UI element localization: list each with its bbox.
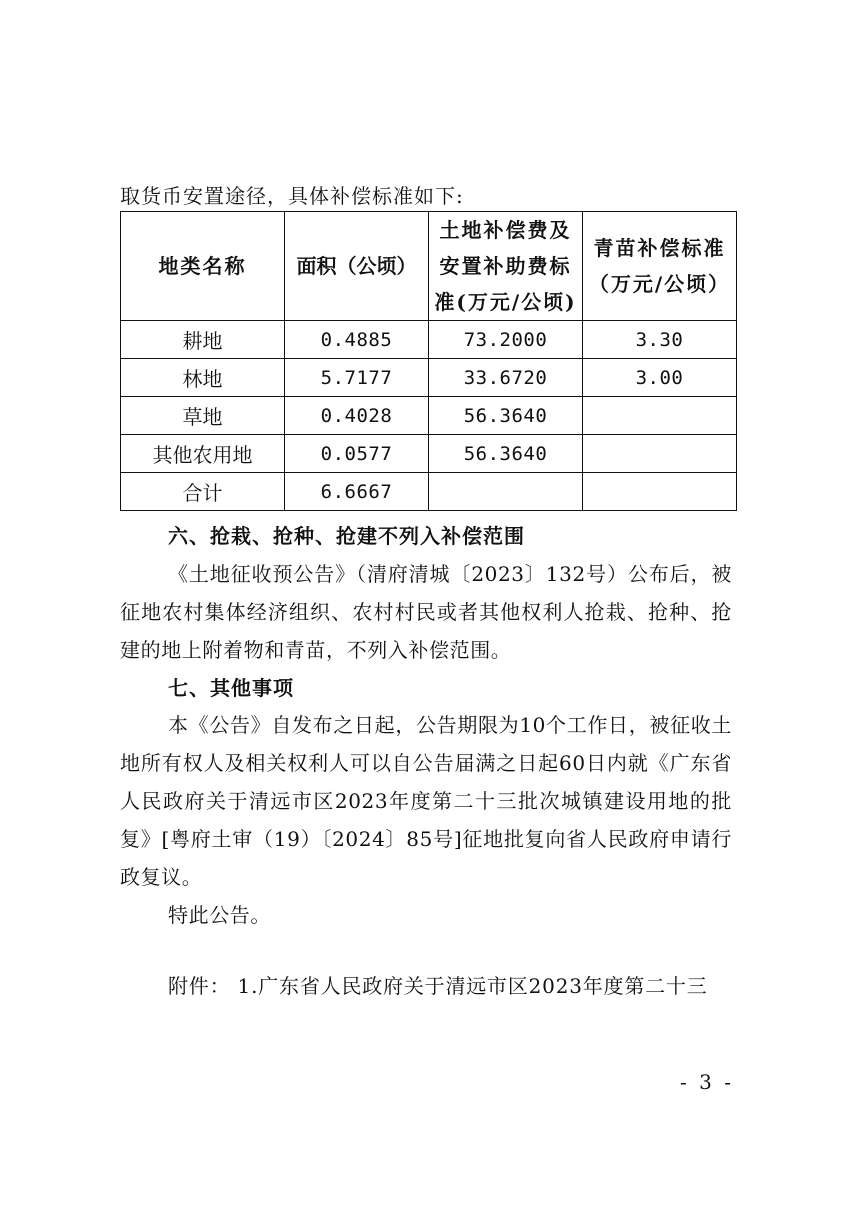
cell-area: 0.4885	[285, 321, 429, 359]
header-crop-compensation: 青苗补偿标准（万元/公顷）	[583, 212, 737, 321]
table-header-row	[121, 212, 737, 321]
cell-area: 0.4028	[285, 397, 429, 435]
cell-land-type: 草地	[121, 397, 285, 435]
section-6-heading: 六、抢栽、抢种、抢建不列入补偿范围	[168, 524, 525, 548]
cell-crop-compensation	[583, 473, 737, 511]
section-7-paragraph: 本《公告》自发布之日起，公告期限为10个工作日，被征收土地所有权人及相关权利人可以自公告届满之日起60日内就《广东省人民政府关于清远市区2023年度第二十三批次城镇建设用地的批复》[粤府土审（19）〔2024〕85号]征地批复向省人民政府申请行政复议。	[120, 713, 732, 889]
cell-area: 0.0577	[285, 435, 429, 473]
table-total-row	[121, 473, 737, 511]
header-land-type: 地类名称	[121, 212, 285, 321]
compensation-table	[120, 211, 737, 511]
cell-crop-compensation	[583, 435, 737, 473]
table-row	[121, 359, 737, 397]
cell-area: 6.6667	[285, 473, 429, 511]
cell-crop-compensation: 3.00	[583, 359, 737, 397]
cell-land-type: 林地	[121, 359, 285, 397]
cell-land-compensation: 56.3640	[429, 397, 583, 435]
section-7-heading: 七、其他事项	[168, 676, 294, 700]
header-area: 面积（公顷）	[285, 212, 429, 321]
cell-land-compensation: 56.3640	[429, 435, 583, 473]
section-7-body	[120, 706, 732, 934]
intro-line: 取货币安置途径，具体补偿标准如下:	[120, 184, 464, 208]
cell-land-compensation: 73.2000	[429, 321, 583, 359]
cell-crop-compensation: 3.30	[583, 321, 737, 359]
cell-land-compensation: 33.6720	[429, 359, 583, 397]
table-row	[121, 397, 737, 435]
header-land-compensation: 土地补偿费及安置补助费标准(万元/公顷)	[429, 212, 583, 321]
cell-area: 5.7177	[285, 359, 429, 397]
cell-land-type: 耕地	[121, 321, 285, 359]
cell-crop-compensation	[583, 397, 737, 435]
table-row	[121, 321, 737, 359]
closing-line: 特此公告。	[168, 903, 271, 927]
cell-land-type: 其他农用地	[121, 435, 285, 473]
section-6-paragraph: 《土地征收预公告》（清府清城〔2023〕132号）公布后，被征地农村集体经济组织、农村村民或者其他权利人抢栽、抢种、抢建的地上附着物和青苗，不列入补偿范围。	[120, 562, 732, 662]
cell-land-compensation	[429, 473, 583, 511]
attachment-line: 附件： 1.广东省人民政府关于清远市区2023年度第二十三	[168, 974, 708, 998]
section-6-body	[120, 555, 732, 669]
cell-land-type: 合计	[121, 473, 285, 511]
page-number: - 3 -	[680, 1070, 734, 1094]
table-row	[121, 435, 737, 473]
